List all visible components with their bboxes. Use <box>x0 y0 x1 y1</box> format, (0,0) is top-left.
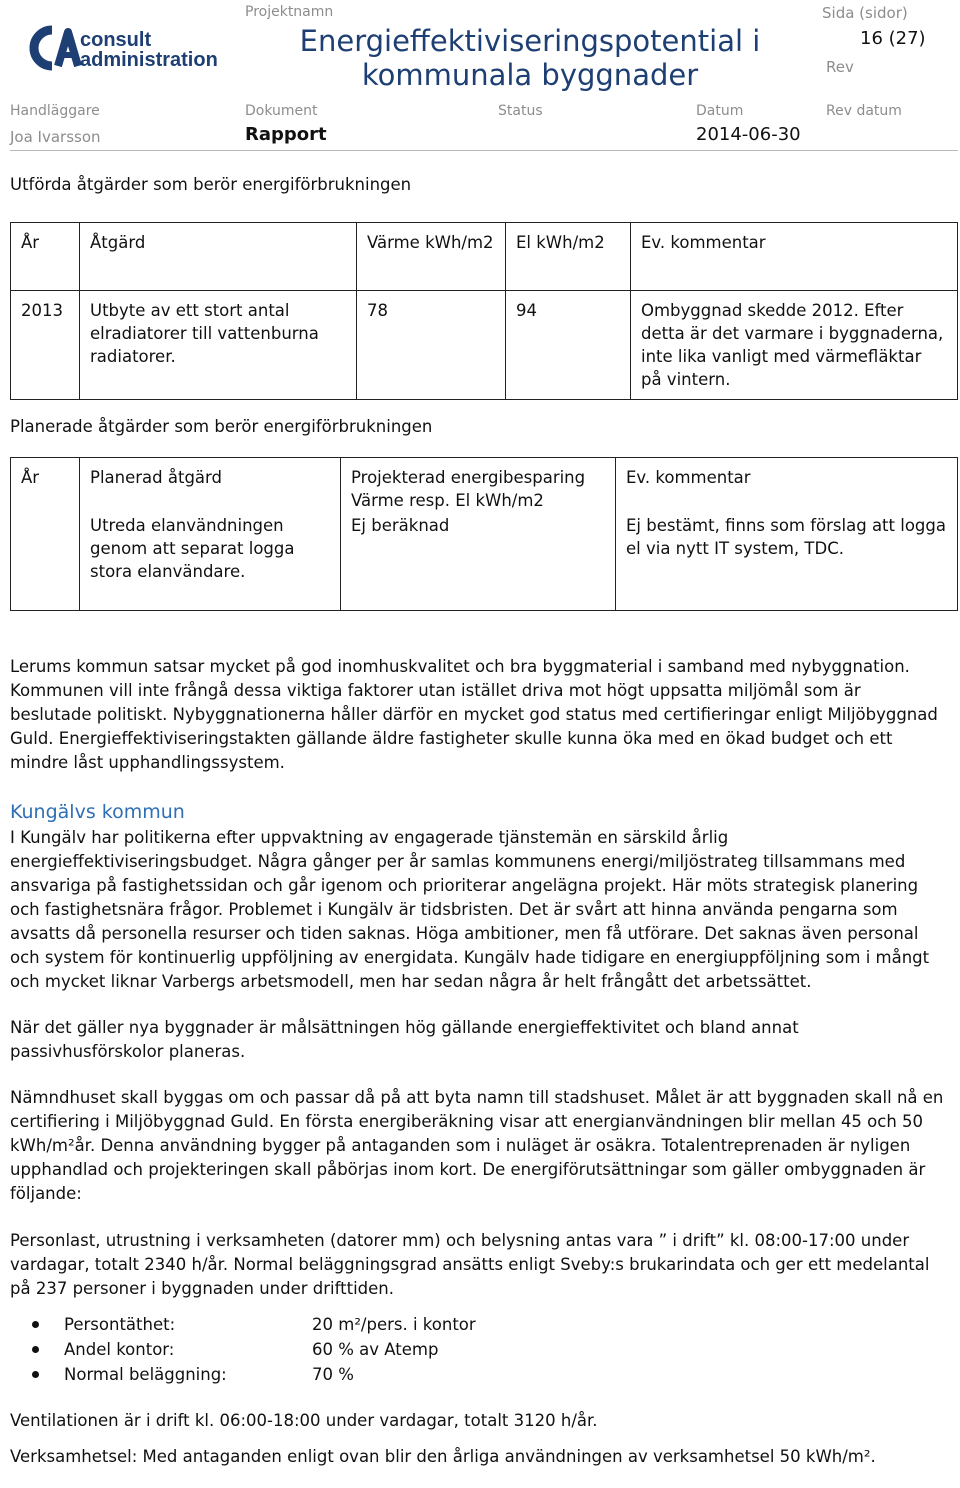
utforda-title: Utförda åtgärder som berör energiförbrukningen <box>10 175 412 194</box>
table-header-row <box>11 223 958 291</box>
utforda-table <box>10 222 958 400</box>
paragraph-nya-byggnader: När det gäller nya byggnader är målsättningen hög gällande energieffektivitet och bland annat passivhusförskolor planeras. <box>10 1018 799 1061</box>
paragraph-lerum: Lerums kommun satsar mycket på god inomhuskvalitet och bra byggmaterial i samband med nybyggnation. Kommunen vill inte frångå dessa viktiga faktorer utan istället driva mot högt uppsatta miljömål som är beslutade politiskt. Nybyggnationerna håller därför en mycket god status med certifieringar enligt Miljöbyggnad Guld. Energieffektiviseringstakten gällande äldre fastigheter skulle kunna öka med en ökad budget och ett mindre låst upphandlingssystem. <box>10 657 938 772</box>
section-heading-kungalv: Kungälvs kommun <box>10 801 185 823</box>
cell-ar: 2013 <box>11 291 80 400</box>
rev-datum-label: Rev datum <box>826 103 902 119</box>
paragraph-verksamhetsel: Verksamhetsel: Med antaganden enligt ovan blir den årliga användningen av verksamhetsel 50 kWh/m². <box>10 1447 876 1466</box>
cell-planerad-atgard: Utreda elanvändningen genom att separat logga stora elanvändare. <box>80 512 341 610</box>
table-row <box>11 512 958 610</box>
header-el: El kWh/m2 <box>506 223 631 291</box>
status-label: Status <box>498 103 543 119</box>
datum-value: 2014-06-30 <box>696 124 801 145</box>
bullet-label: Normal beläggning: <box>64 1365 227 1384</box>
planerade-table <box>10 457 958 611</box>
document-title: Energieffektiviseringspotential i kommunala byggnader <box>299 24 761 92</box>
bullet-value: 70 % <box>312 1365 354 1384</box>
list-item <box>10 1337 710 1362</box>
header-ar: År <box>11 458 80 513</box>
cell-kommentar: Ej bestämt, finns som förslag att logga el via nytt IT system, TDC. <box>616 512 958 610</box>
logo-text-administration: administration <box>80 49 218 71</box>
handlaggare-label: Handläggare <box>10 103 100 119</box>
header-kommentar: Ev. kommentar <box>616 458 958 513</box>
table-row <box>11 291 958 400</box>
rev-label: Rev <box>826 58 854 76</box>
bullet-value: 20 m²/pers. i kontor <box>312 1315 476 1334</box>
list-item <box>10 1312 710 1337</box>
header-ar: År <box>11 223 80 291</box>
cell-el: 94 <box>506 291 631 400</box>
projektnamn-label: Projektnamn <box>245 4 334 20</box>
cell-kommentar: Ombyggnad skedde 2012. Efter detta är det varmare i byggnaderna, inte lika vanligt med värmefläktar på vintern. <box>631 291 958 400</box>
paragraph-ventilation: Ventilationen är i drift kl. 06:00-18:00 under vardagar, totalt 3120 h/år. <box>10 1411 598 1430</box>
logo-mark-icon <box>22 22 86 74</box>
table-header-row <box>11 458 958 513</box>
header-atgard: Åtgärd <box>80 223 357 291</box>
paragraph-personlast: Personlast, utrustning i verksamheten (datorer mm) och belysning antas vara ” i drift” kl. 08:00-17:00 under vardagar, totalt 2340 h/år. Normal beläggningsgrad ansätts enligt Sveby:s brukarindata och ger ett medelantal på 237 personer i byggnaden under drifttiden. <box>10 1231 930 1298</box>
cell-ar <box>11 512 80 610</box>
header-projekterad: Projekterad energibesparing Värme resp. El kWh/m2 <box>341 458 616 513</box>
dokument-label: Dokument <box>245 103 318 119</box>
sida-value: 16 (27) <box>860 28 926 49</box>
assumption-list <box>10 1312 710 1387</box>
cell-varme: 78 <box>357 291 506 400</box>
company-logo <box>22 22 222 74</box>
sida-label: Sida (sidor) <box>822 4 908 22</box>
header-divider <box>10 150 958 151</box>
header-varme: Värme kWh/m2 <box>357 223 506 291</box>
planerade-title: Planerade åtgärder som berör energiförbrukningen <box>10 417 433 436</box>
header-planerad-atgard: Planerad åtgärd <box>80 458 341 513</box>
cell-projekterad: Ej beräknad <box>341 512 616 610</box>
paragraph-kungalv: I Kungälv har politikerna efter uppvaktning av engagerade tjänstemän en särskild årlig energieffektiviseringsbudget. Några gånger per år samlas kommunens energi/miljöstrateg tillsammans med ansvariga på fastighetssidan och går igenom och prioriterar angelägna projekt. Här möts strategisk planering och fastighetsnära frågor. Problemet i Kungälv är tidsbristen. Det är svårt att hinna använda pengarna som avsatts då personella resurser och tiden saknas. Höga ambitioner, men få utförare. Det saknas även personal och system för kontinuerlig uppföljning av energidata. Kungälv hade tidigare en energiuppföljning som i mångt och mycket liknar Varbergs arbetsmodell, men har sedan några år helt frångått det arbetssättet. <box>10 828 930 991</box>
list-item <box>10 1362 710 1387</box>
datum-label: Datum <box>696 103 744 119</box>
dokument-value: Rapport <box>245 124 327 145</box>
header-kommentar: Ev. kommentar <box>631 223 958 291</box>
bullet-label: Persontäthet: <box>64 1315 176 1334</box>
cell-atgard: Utbyte av ett stort antal elradiatorer till vattenburna radiatorer. <box>80 291 357 400</box>
bullet-label: Andel kontor: <box>64 1340 175 1359</box>
paragraph-namndhuset: Nämndhuset skall byggas om och passar då på att byta namn till stadshuset. Målet är att byggnaden skall nå en certifiering i Miljöbyggnad Guld. En första energiberäkning visar att energianvändningen blir mellan 45 och 50 kWh/m²år. Denna användning bygger på antaganden som i nuläget är osäkra. Totalentreprenaden är nyligen upphandlad och projekteringen skall påbörjas inom kort. De energiförutsättningar som gäller ombyggnaden är följande: <box>10 1088 944 1203</box>
handlaggare-value: Joa Ivarsson <box>10 128 101 146</box>
bullet-value: 60 % av Atemp <box>312 1340 439 1359</box>
logo-text-consult: consult <box>80 29 152 51</box>
